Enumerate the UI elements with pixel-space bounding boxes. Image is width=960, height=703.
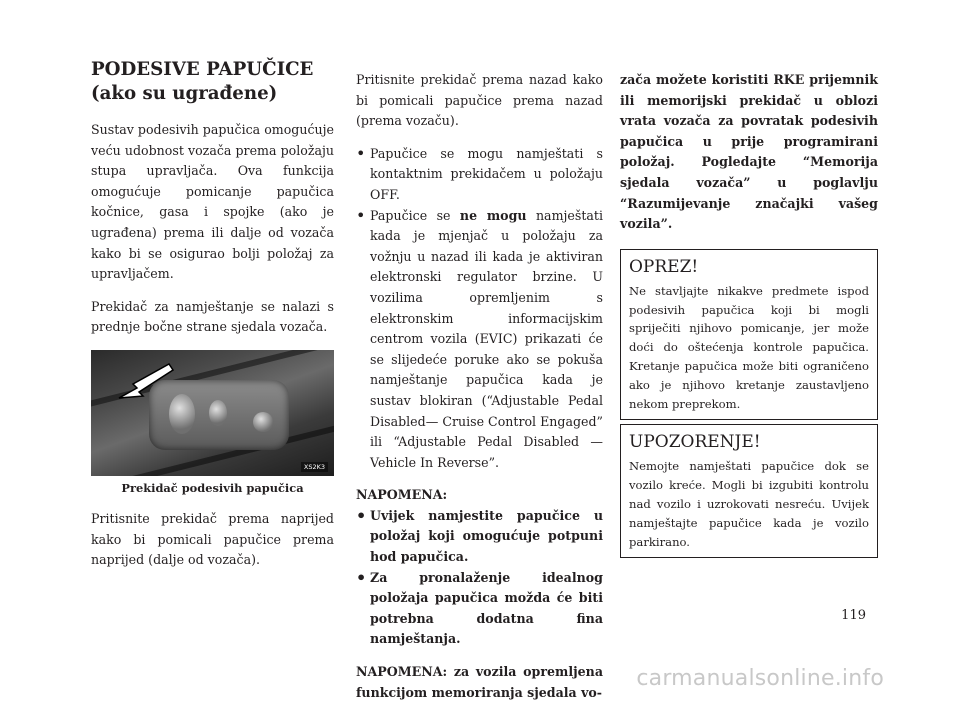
backward-paragraph: Pritisnite prekidač prema nazad kako bi pomicali papučice prema nazad (prema vozaču).: [356, 72, 603, 129]
section-title-line1: PODESIVE PAPUČICE: [91, 59, 314, 80]
switch-location-paragraph: Prekidač za namještanje se nalazi s prednje bočne strane sjedala vozača.: [91, 298, 334, 335]
list-item: • Za pronalaženje idealnog položaja papučica možda će biti potrebna dodatna fina namještanja.: [356, 567, 603, 647]
caution-text: Ne stavljajte nikakve predmete ispod podesivih papučica koji bi mogli spriječiti njihovo pomicanje, jer može doći do oštećenja kontrole papučica. Kretanje papučica može biti ograničeno ako je njihovo kretanje zaustavljeno nekom preprekom.: [629, 283, 869, 411]
section-title-line2: (ako su ugrađene): [91, 83, 278, 104]
column-middle: [356, 70, 603, 703]
list-item: • Uvijek namjestite papučice u položaj koji omogućuje potpuni hod papučica.: [356, 505, 603, 565]
intro-paragraph: Sustav podesivih papučica omogućuje veću udobnost vozača prema položaju stupa upravljača. Ova funkcija omogućuje pomicanje papučica kočnice, gasa i spojke (ako je ugrađena) prema ili dalje od vozača kako bi se osigurao bolji položaj za upravljačem.: [91, 122, 334, 282]
pedal-switch-photo: [91, 350, 334, 476]
page-number: 119: [841, 608, 866, 623]
bullet-icon: •: [356, 205, 366, 225]
memory-note-start: NAPOMENA: za vozila opremljena funkcijom memoriranja sjedala vo-: [356, 664, 603, 700]
bullet-icon: •: [356, 567, 367, 587]
figure-caption: Prekidač podesivih papučica: [121, 480, 304, 495]
watermark: carmanualsonline.info: [636, 666, 884, 691]
memory-note-continued: zača možete koristiti RKE prijemnik ili memorijski prekidač u oblozi vrata vozača za povratak podesivih papučica u prije programirani položaj. Pogledajte “Memorija sjedala vozača” u poglavlju “Razumijevanje značajki vašeg vozila”.: [620, 72, 878, 232]
figure-code: XS2K3: [301, 462, 328, 472]
warning-box: [620, 424, 878, 558]
column-left: [91, 58, 334, 571]
bullet-icon: •: [356, 505, 367, 525]
bullet-icon: •: [356, 143, 366, 163]
warning-text: Nemojte namještati papučice dok se vozilo kreće. Mogli bi izgubiti kontrolu nad vozilo i uzrokovati nesreću. Uvijek namještajte papučice kada je vozilo parkirano.: [629, 459, 869, 549]
caution-box: [620, 249, 878, 421]
list-item: • Papučice se ne mogu namještati kada je mjenjač u položaju za vožnju u nazad ili kada je aktiviran elektronski regulator brzine. U vozilima opremljenim s elektronskim informacijskim centrom vozila (EVIC) prikazati će se slijedeće poruke ako se pokuša namještanje papučica kada je sustav blokiran (“Adjustable Pedal Disabled— Cruise Control Engaged” ili “Adjustable Pedal Disabled — Vehicle In Reverse”.: [356, 205, 603, 470]
caution-title: OPREZ!: [629, 256, 699, 277]
arrow-icon: [115, 358, 175, 406]
warning-title: UPOZORENJE!: [629, 432, 761, 453]
list-item: • Papučice se mogu namještati s kontaktnim prekidačem u položaju OFF.: [356, 143, 603, 202]
forward-paragraph: Pritisnite prekidač prema naprijed kako bi pomicali papučice prema naprijed (dalje od vozača).: [91, 510, 334, 568]
column-right: [620, 70, 878, 558]
note-heading: NAPOMENA:: [356, 487, 448, 503]
